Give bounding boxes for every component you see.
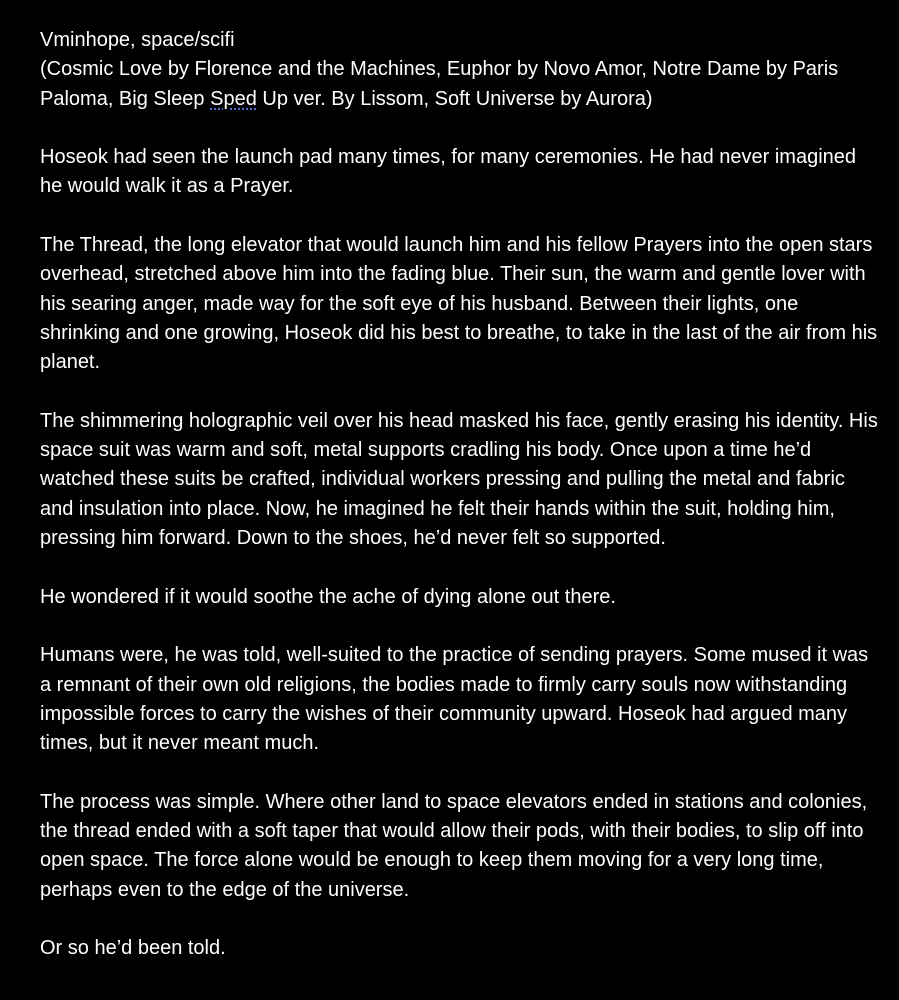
paragraph-5: Humans were, he was told, well-suited to the practice of sending prayers. Some mused it was a remnant of their own old religions, the bodies made to firmly carry souls now withstanding impossible forces to carry the wishes of their community upward. Hoseok had argued many times, but it never meant much. <box>40 644 869 755</box>
song-list-part-2: Up ver. By Lissom, Soft Universe by Aurora) <box>256 87 653 110</box>
spellcheck-flagged-word[interactable]: Sped <box>210 87 257 110</box>
paragraph-1: Hoseok had seen the launch pad many times, for many ceremonies. He had never imagined he would walk it as a Prayer. <box>40 146 857 198</box>
paragraph-2: The Thread, the long elevator that would launch him and his fellow Prayers into the open stars overhead, stretched above him into the fading blue. Their sun, the warm and gentle lover with his searing anger, made way for the soft eye of his husband. Between their lights, one shrinking and one growing, Hoseok did his best to breathe, to take in the last of the air from his planet. <box>40 234 878 374</box>
paragraph-4: He wondered if it would soothe the ache of dying alone out there. <box>40 585 616 608</box>
document-title-line: Vminhope, space/scifi <box>40 29 235 51</box>
paragraph-3: The shimmering holographic veil over his head masked his face, gently erasing his identity. His space suit was warm and soft, metal supports cradling his body. Once upon a time he’d watched these suits be crafted, individual workers pressing and pulling the metal and fabric and insulation into place. Now, he imagined he felt their hands within the suit, holding him, pressing him forward. Down to the shoes, he’d never felt so supported. <box>40 409 878 550</box>
document-header <box>40 26 880 114</box>
document-body[interactable] <box>40 26 880 964</box>
paragraph-6: The process was simple. Where other land to space elevators ended in stations and colonies, the thread ended with a soft taper that would allow their pods, with their bodies, to slip off into open space. The force alone would be enough to keep them moving for a very long time, perhaps even to the edge of the universe. <box>40 790 868 901</box>
paragraph-7: Or so he’d been told. <box>40 937 226 960</box>
song-list-text <box>40 58 838 109</box>
song-list-part-1: (Cosmic Love by Florence and the Machines, Euphor by Novo Amor, Notre Dame by Paris Paloma, Big Sleep <box>40 58 839 110</box>
